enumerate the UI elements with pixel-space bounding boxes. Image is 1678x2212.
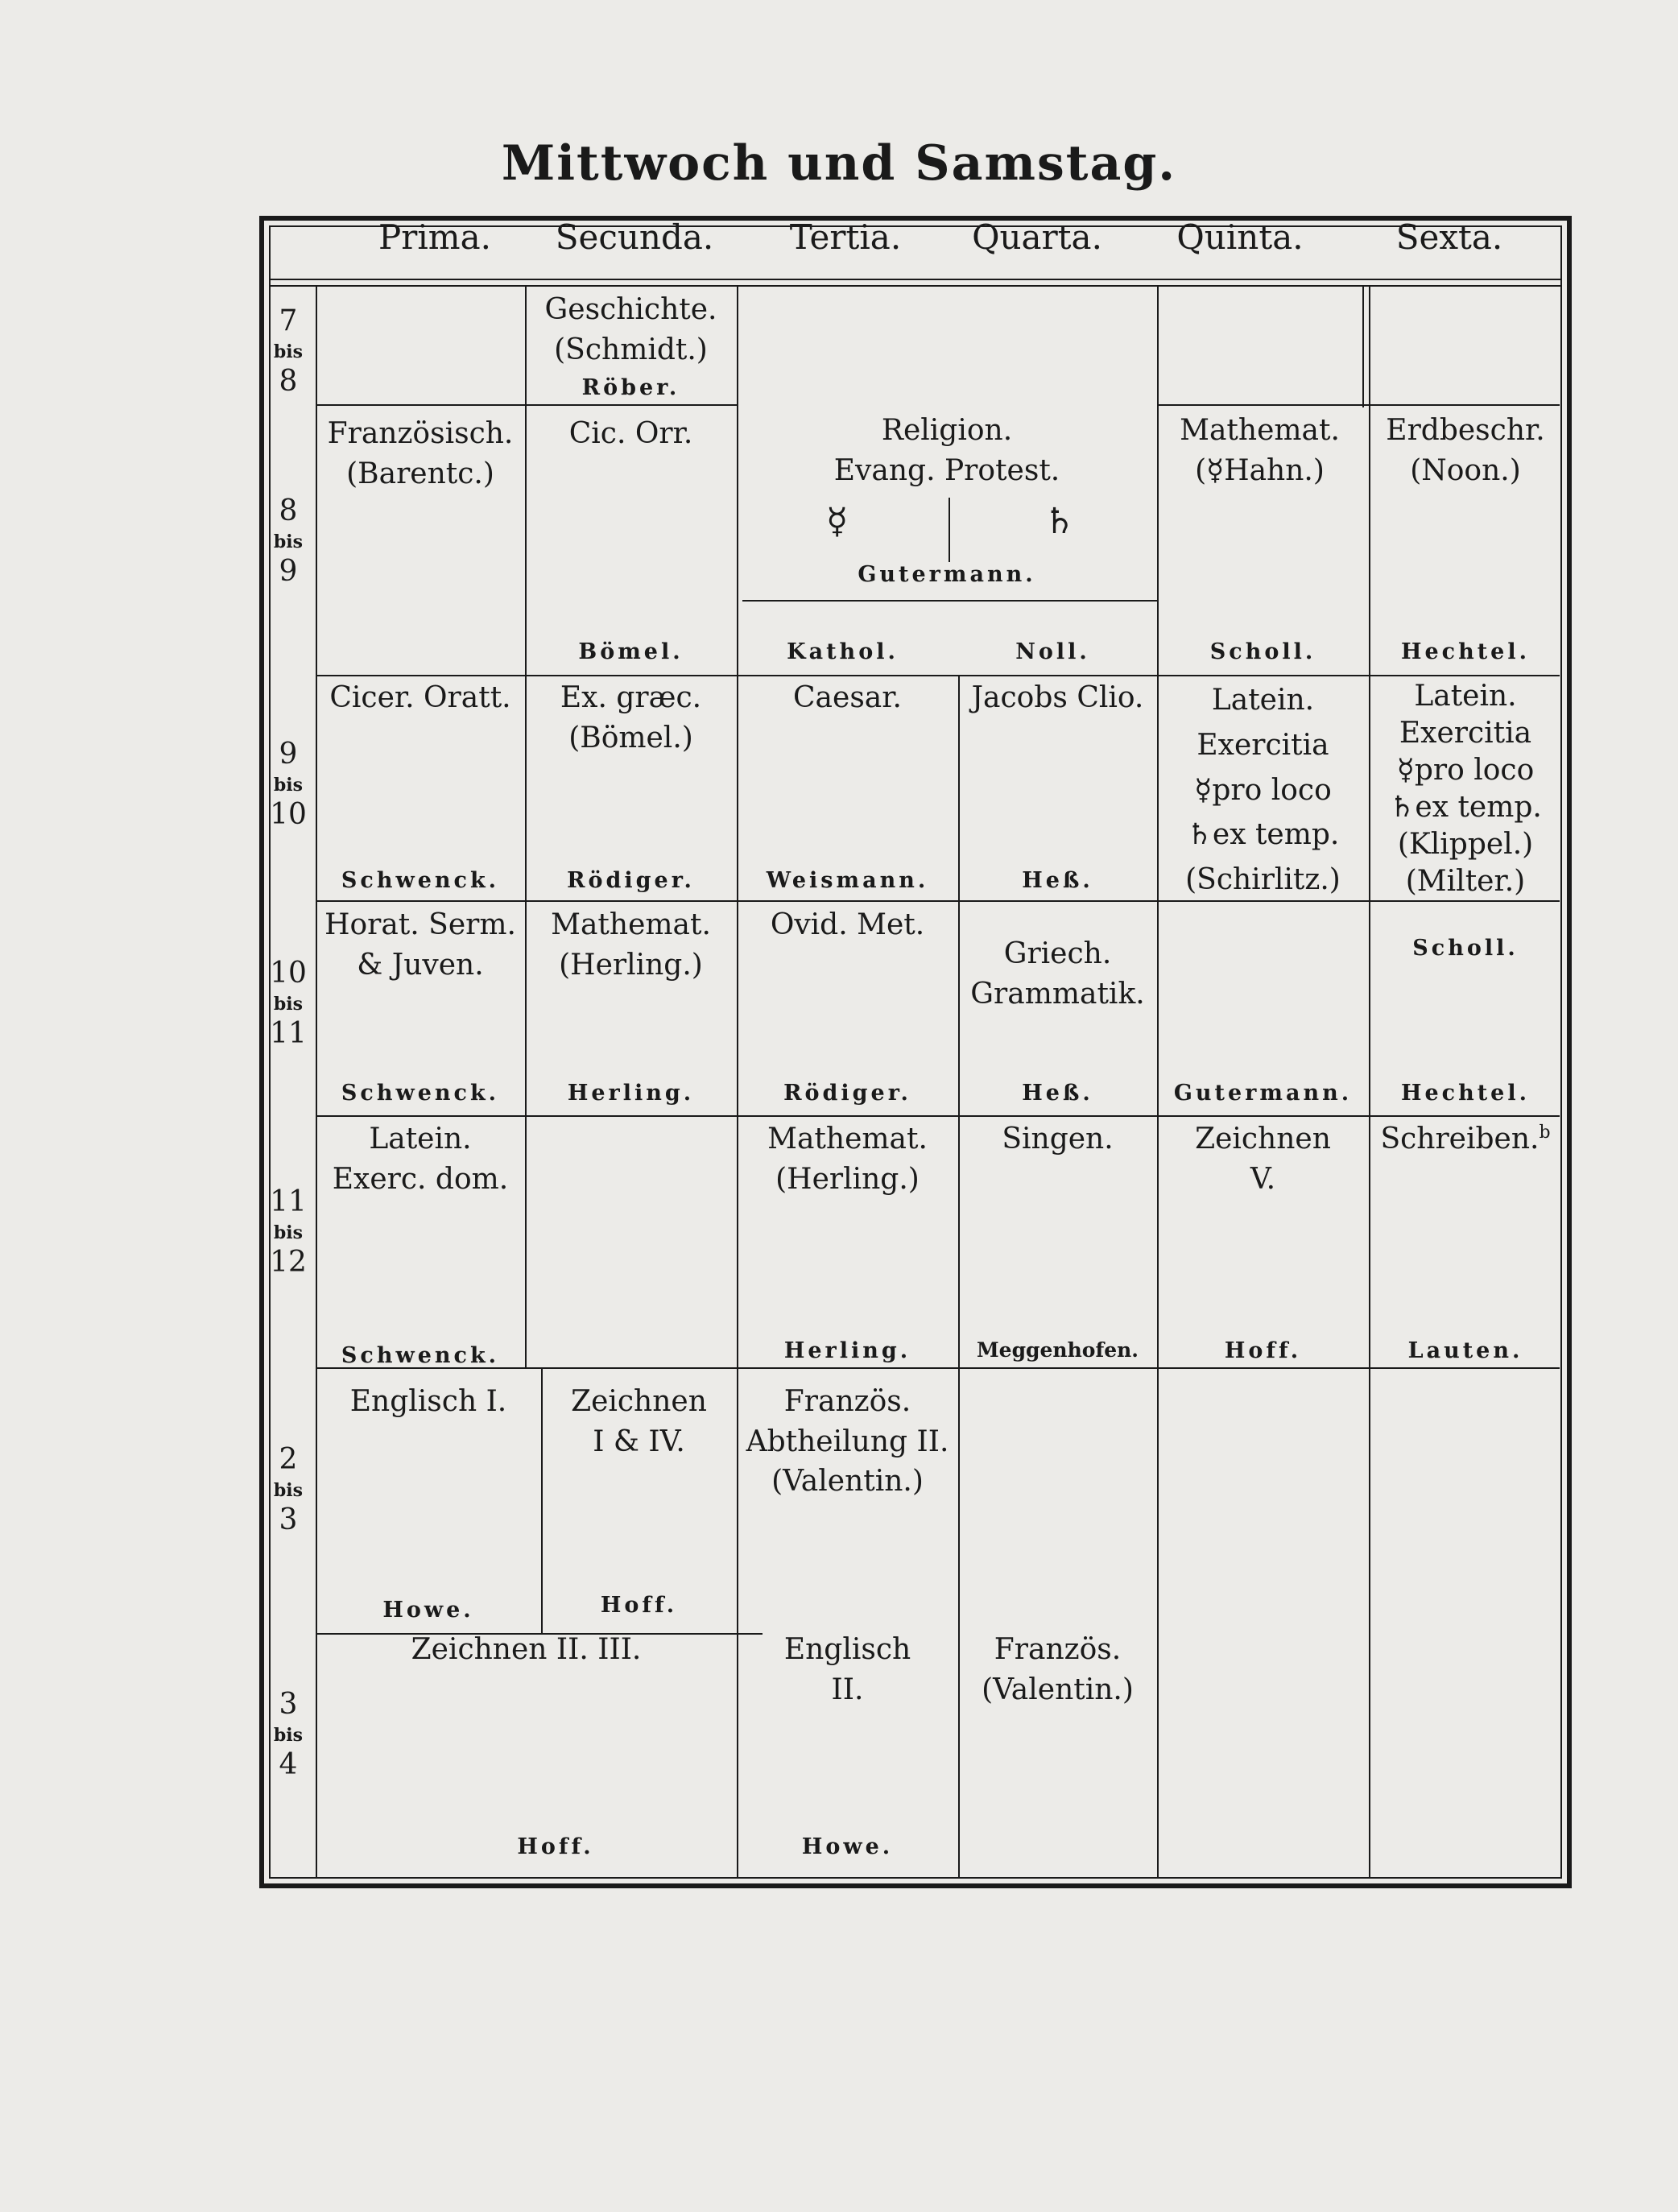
p4-quarta: Griech. Grammatik.	[970, 937, 1145, 1011]
p7-quarta: Französ. (Valentin.)	[982, 1633, 1134, 1706]
time-11-12: 11 bis 12	[270, 1185, 307, 1280]
time-7-8: 7 bis 8	[273, 304, 304, 399]
p3-secunda: Ex. græc. (Bömel.)	[560, 681, 702, 755]
header-prima: Prima.	[378, 217, 491, 257]
p4-prima-teacher: Schwenck.	[341, 1081, 500, 1106]
col-rule-5-top	[1362, 287, 1364, 407]
header-secunda: Secunda.	[555, 217, 714, 257]
p5-quinta-teacher: Hoff.	[1224, 1338, 1302, 1363]
p2-secunda: Cic. Orr.	[568, 417, 693, 450]
p4-secunda: Mathemat. (Herling.)	[551, 908, 711, 982]
header-sexta: Sexta.	[1395, 217, 1503, 257]
p4-sexta-teacher: Hechtel.	[1400, 1081, 1531, 1106]
header-rule	[269, 279, 1562, 280]
rule-religion-split	[742, 600, 1158, 602]
p2-religion-teacher: Gutermann.	[858, 562, 1036, 587]
p4-secunda-teacher: Herling.	[567, 1081, 695, 1106]
p3-sexta-teacher: Scholl.	[1412, 936, 1519, 961]
p1-secunda: Geschichte. (Schmidt.)	[544, 293, 717, 366]
p2-secunda-teacher: Bömel.	[578, 639, 684, 664]
p6-tertia: Französ. Abtheilung II. (Valentin.)	[746, 1385, 949, 1499]
p5-quarta-teacher: Meggenhofen.	[976, 1338, 1139, 1362]
p4-quinta-teacher: Gutermann.	[1173, 1081, 1353, 1106]
time-10-11: 10 bis 11	[270, 957, 307, 1051]
p3-tertia: Caesar.	[793, 681, 902, 714]
p4-quarta-teacher: Heß.	[1022, 1081, 1093, 1106]
col-rule-3-top	[949, 498, 950, 562]
rule-after-8	[316, 675, 1560, 676]
p6-secunda: Zeichnen I & IV.	[571, 1385, 707, 1458]
p2-quinta-teacher: Scholl.	[1209, 639, 1316, 664]
time-8-9: 8 bis 9	[273, 494, 304, 589]
rule-after-10	[316, 1115, 1560, 1117]
header-quarta: Quarta.	[972, 217, 1102, 257]
p2-sexta: Erdbeschr. (Noon.)	[1386, 414, 1545, 487]
mercury-symbol: ☿	[826, 501, 849, 542]
p7-prima-secunda-teacher: Hoff.	[517, 1834, 594, 1859]
time-2-3: 2 bis 3	[273, 1443, 304, 1537]
p7-prima-secunda: Zeichnen II. III.	[411, 1633, 642, 1666]
p5-tertia-teacher: Herling.	[783, 1338, 911, 1363]
time-9-10: 9 bis 10	[270, 738, 307, 832]
p3-quinta: Latein. Exercitia ☿pro loco ♄ex temp. (Schirlitz.)	[1185, 684, 1341, 897]
p3-sexta: Latein. Exercitia ☿pro loco ♄ex temp. (Klippel.) (Milter.)	[1389, 680, 1542, 899]
p3-quarta: Jacobs Clio.	[971, 681, 1144, 714]
p5-prima-teacher: Schwenck.	[341, 1343, 500, 1368]
saturn-symbol: ♄	[1044, 501, 1076, 542]
header-quinta: Quinta.	[1176, 217, 1304, 257]
time-3-4: 3 bis 4	[273, 1688, 304, 1782]
p4-tertia: Ovid. Met.	[770, 908, 925, 941]
p2-tertia-teacher: Kathol.	[787, 639, 899, 664]
p3-prima-teacher: Schwenck.	[341, 868, 500, 893]
p3-tertia-teacher: Weismann.	[766, 868, 929, 893]
p7-tertia-teacher: Howe.	[801, 1834, 894, 1859]
p6-prima-teacher: Howe.	[382, 1598, 474, 1623]
p5-quarta: Singen.	[1002, 1123, 1114, 1156]
page-title: Mittwoch und Samstag.	[501, 135, 1177, 192]
p5-tertia: Mathemat. (Herling.)	[767, 1123, 928, 1196]
p2-sexta-teacher: Hechtel.	[1400, 639, 1531, 664]
p6-secunda-teacher: Hoff.	[600, 1593, 678, 1618]
p5-quinta: Zeichnen V.	[1195, 1123, 1331, 1196]
p2-quinta: Mathemat. (☿Hahn.)	[1180, 414, 1340, 487]
p5-prima: Latein. Exerc. dom.	[332, 1123, 509, 1196]
rule-after-7-right	[1157, 404, 1560, 406]
p2-religion: Religion. Evang. Protest.	[833, 414, 1060, 487]
p5-sexta-teacher: Lauten.	[1407, 1338, 1523, 1363]
p3-secunda-teacher: Rödiger.	[567, 868, 695, 893]
p4-tertia-teacher: Rödiger.	[783, 1081, 911, 1106]
p7-tertia: Englisch II.	[783, 1633, 911, 1706]
p3-quarta-teacher: Heß.	[1022, 868, 1093, 893]
p3-prima: Cicer. Oratt.	[329, 681, 511, 714]
p2-quarta-teacher: Noll.	[1015, 639, 1090, 664]
p1-secunda-teacher: Röber.	[581, 375, 680, 400]
p4-prima: Horat. Serm. & Juven.	[324, 908, 516, 982]
p5-sexta: Schreiben.$^b$	[1380, 1123, 1551, 1156]
header-tertia: Tertia.	[789, 217, 902, 257]
p2-prima: Französisch. (Barentc.)	[327, 417, 514, 490]
p6-prima: Englisch I.	[349, 1385, 507, 1418]
